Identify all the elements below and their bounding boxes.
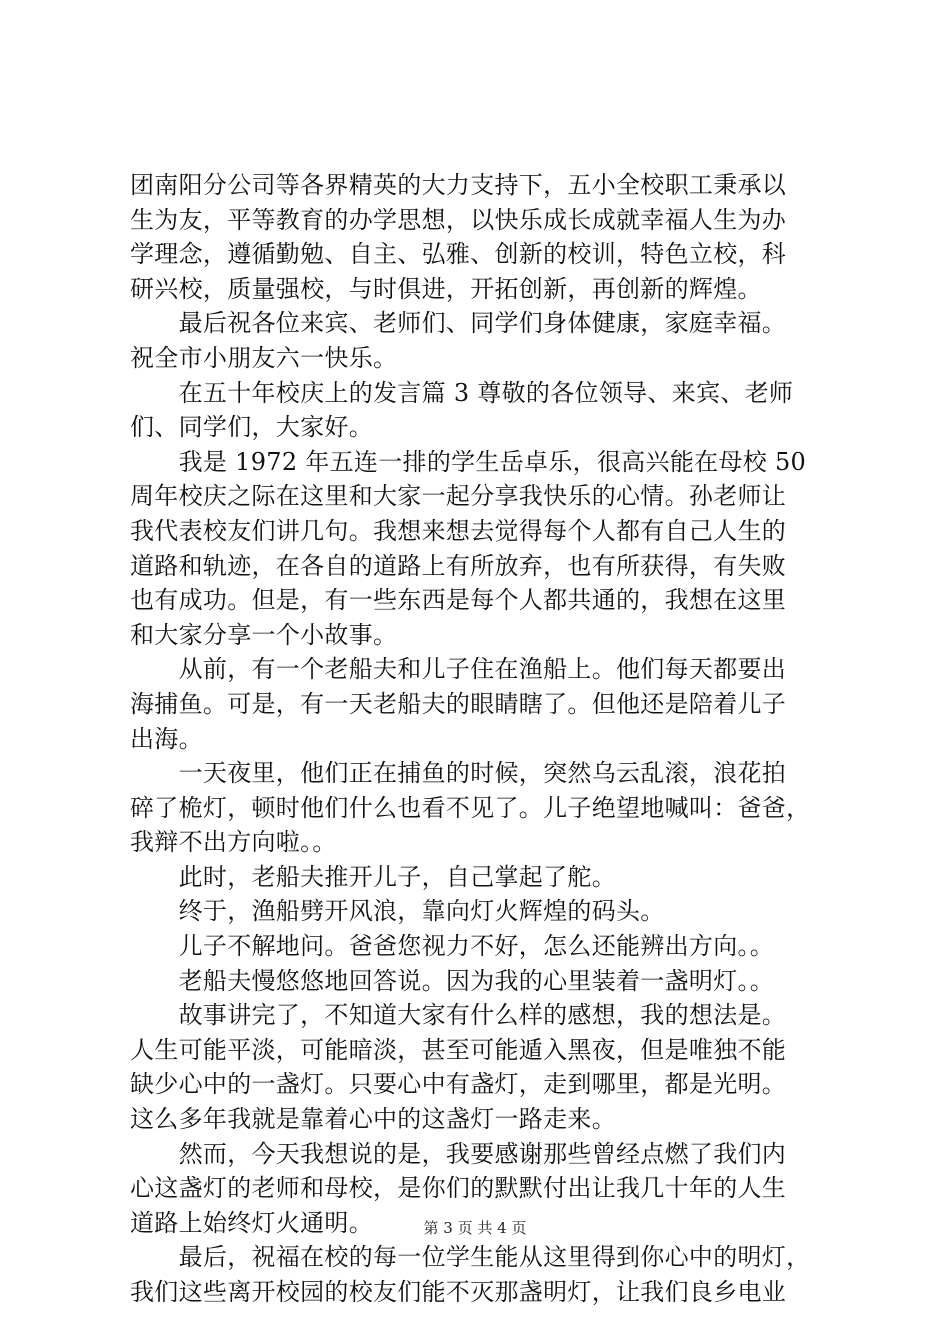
text-line: 周年校庆之际在这里和大家一起分享我快乐的心情。孙老师让 bbox=[130, 482, 787, 511]
text-line: 我辩不出方向啦。。 bbox=[130, 828, 337, 857]
text-line: 研兴校，质量强校，与时俱进，开拓创新，再创新的辉煌。 bbox=[130, 274, 762, 303]
text-line: 我是 1972 年五连一排的学生岳卓乐，很高兴能在母校 50 bbox=[130, 447, 807, 476]
document-body bbox=[130, 168, 830, 1310]
text-line: 祝全市小朋友六一快乐。 bbox=[130, 343, 398, 372]
text-line: 故事讲完了，不知道大家有什么样的感想，我的想法是。 bbox=[130, 1001, 787, 1030]
text-line: 也有成功。但是，有一些东西是每个人都共通的，我想在这里 bbox=[130, 586, 787, 615]
text-line: 生为友，平等教育的办学思想，以快乐成长成就幸福人生为办 bbox=[130, 205, 787, 234]
text-line: 海捕鱼。可是，有一天老船夫的眼睛瞎了。但他还是陪着儿子 bbox=[130, 689, 787, 718]
text-line: 终于，渔船劈开风浪，靠向灯火辉煌的码头。 bbox=[130, 897, 665, 926]
text-line: 缺少心中的一盏灯。只要心中有盏灯，走到哪里，都是光明。 bbox=[130, 1070, 787, 1099]
text-line: 碎了桅灯，顿时他们什么也看不见了。儿子绝望地喊叫：爸爸， bbox=[130, 793, 811, 822]
text-line: 人生可能平淡，可能暗淡，甚至可能遁入黑夜，但是唯独不能 bbox=[130, 1035, 787, 1064]
text-line: 们、同学们，大家好。 bbox=[130, 413, 373, 442]
text-line: 从前，有一个老船夫和儿子住在渔船上。他们每天都要出 bbox=[130, 655, 787, 684]
text-line: 最后祝各位来宾、老师们、同学们身体健康，家庭幸福。 bbox=[130, 309, 787, 338]
text-line: 此时，老船夫推开儿子，自己掌起了舵。 bbox=[130, 862, 616, 891]
text-line: 道路和轨迹，在各自的道路上有所放弃，也有所获得，有失败 bbox=[130, 551, 787, 580]
text-line: 最后，祝福在校的每一位学生能从这里得到你心中的明灯， bbox=[130, 1243, 811, 1272]
text-line: 和大家分享一个小故事。 bbox=[130, 620, 398, 649]
text-line: 然而，今天我想说的是，我要感谢那些曾经点燃了我们内 bbox=[130, 1139, 787, 1168]
text-line: 学理念，遵循勤勉、自主、弘雅、创新的校训，特色立校，科 bbox=[130, 240, 787, 269]
text-line: 我们这些离开校园的校友们能不灭那盏明灯，让我们良乡电业 bbox=[130, 1278, 787, 1306]
text-line: 出海。 bbox=[130, 724, 203, 753]
page-footer: 第 3 页 共 4 页 bbox=[423, 1219, 527, 1237]
text-line: 这么多年我就是靠着心中的这盏灯一路走来。 bbox=[130, 1105, 616, 1134]
text-line: 团南阳分公司等各界精英的大力支持下，五小全校职工秉承以 bbox=[130, 171, 787, 199]
text-line: 道路上始终灯火通明。 bbox=[130, 1208, 373, 1237]
text-line: 儿子不解地问。爸爸您视力不好，怎么还能辨出方向。。 bbox=[130, 932, 775, 961]
text-line: 我代表校友们讲几句。我想来想去觉得每个人都有自己人生的 bbox=[130, 516, 787, 545]
text-line: 一天夜里，他们正在捕鱼的时候，突然乌云乱滚，浪花拍 bbox=[130, 759, 787, 788]
text-line: 心这盏灯的老师和母校，是你们的默默付出让我几十年的人生 bbox=[130, 1174, 787, 1203]
text-line: 在五十年校庆上的发言篇 3 尊敬的各位领导、来宾、老师 bbox=[130, 378, 794, 407]
text-line: 老船夫慢悠悠地回答说。因为我的心里装着一盏明灯。。 bbox=[130, 966, 775, 995]
